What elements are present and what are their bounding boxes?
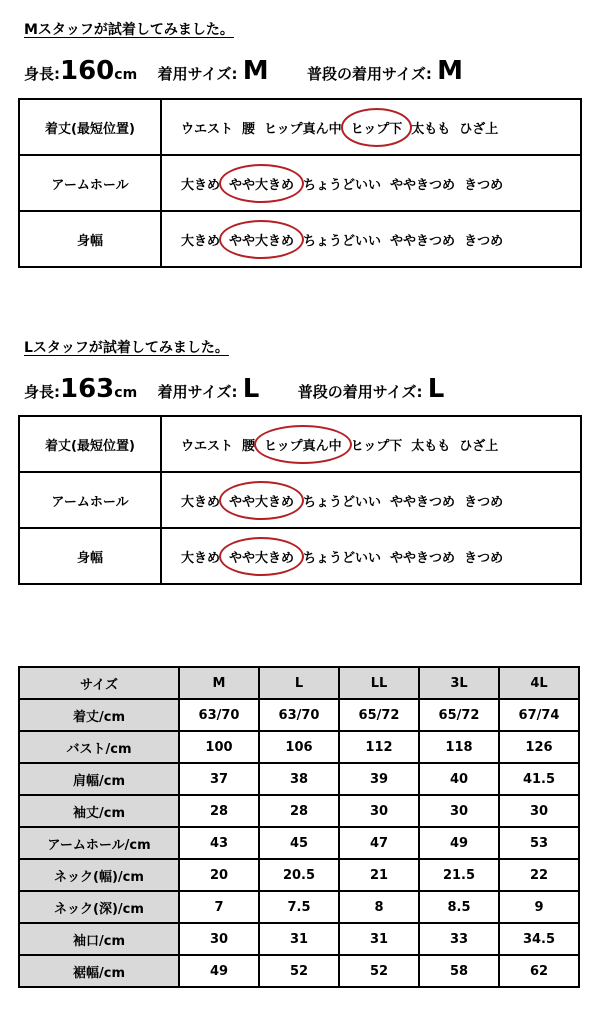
height-label: 身長: <box>24 383 60 401</box>
fit-option: ややきつめ <box>390 233 456 249</box>
fit-options <box>161 155 581 211</box>
fit-option: ちょうどいい <box>303 494 382 510</box>
usual-size-label: 普段の着用サイズ: <box>297 383 423 401</box>
fit-option: ややきつめ <box>390 494 456 510</box>
table-row <box>19 891 579 923</box>
measurement-value: 118 <box>419 731 499 763</box>
measurement-value: 21 <box>339 859 419 891</box>
measurement-value: 49 <box>419 827 499 859</box>
fit-row <box>19 472 581 528</box>
measurement-label: 裾幅/cm <box>19 955 179 987</box>
measurement-value: 65/72 <box>339 699 419 731</box>
measurement-value: 39 <box>339 763 419 795</box>
measurement-label: ネック(幅)/cm <box>19 859 179 891</box>
fit-option: ヒップ真ん中 <box>264 121 342 137</box>
staff-heading: Lスタッフが試着してみました。 <box>24 340 229 356</box>
measurement-value: 28 <box>179 795 259 827</box>
measurement-value: 28 <box>259 795 339 827</box>
fit-option-selected: やや大きめ <box>228 174 295 193</box>
measurement-value: 67/74 <box>499 699 579 731</box>
measurement-value: 38 <box>259 763 339 795</box>
table-row <box>19 699 579 731</box>
fit-option: 太もも <box>411 121 451 137</box>
measurement-value: 52 <box>259 955 339 987</box>
table-row <box>19 795 579 827</box>
measurement-value: 20.5 <box>259 859 339 891</box>
fit-option: きつめ <box>464 494 504 510</box>
measurement-value: 7.5 <box>259 891 339 923</box>
measurement-value: 34.5 <box>499 923 579 955</box>
measurement-label: ネック(深)/cm <box>19 891 179 923</box>
measurement-value: 126 <box>499 731 579 763</box>
table-row <box>19 827 579 859</box>
fit-options <box>161 528 581 584</box>
measurement-value: 7 <box>179 891 259 923</box>
measurement-value: 20 <box>179 859 259 891</box>
fit-option: 大きめ <box>181 550 221 566</box>
measurement-value: 21.5 <box>419 859 499 891</box>
measurement-value: 65/72 <box>419 699 499 731</box>
fit-option-selected: やや大きめ <box>228 230 295 249</box>
measurement-value: 62 <box>499 955 579 987</box>
measurement-value: 9 <box>499 891 579 923</box>
fit-row-label: アームホール <box>19 472 161 528</box>
measurement-value: 41.5 <box>499 763 579 795</box>
fit-row <box>19 211 581 267</box>
size-table-header-row <box>19 667 579 699</box>
fit-option: ウエスト <box>181 121 234 137</box>
height-value: 163 <box>60 374 115 404</box>
table-row <box>19 955 579 987</box>
fit-options <box>161 416 581 472</box>
fit-option: ややきつめ <box>390 550 456 566</box>
fit-row <box>19 528 581 584</box>
fit-row <box>19 99 581 155</box>
size-column-header: LL <box>339 667 419 699</box>
measurement-value: 30 <box>499 795 579 827</box>
fit-option-selected: やや大きめ <box>228 491 295 510</box>
measurement-value: 22 <box>499 859 579 891</box>
fit-option: きつめ <box>464 177 504 193</box>
measurement-value: 30 <box>419 795 499 827</box>
height-unit: cm <box>114 67 138 83</box>
table-row <box>19 763 579 795</box>
fit-option: ちょうどいい <box>303 177 382 193</box>
measurement-value: 47 <box>339 827 419 859</box>
measurement-label: 袖丈/cm <box>19 795 179 827</box>
table-row <box>19 731 579 763</box>
fit-row <box>19 416 581 472</box>
fit-option: ちょうどいい <box>303 550 382 566</box>
fit-option: 腰 <box>242 438 256 454</box>
size-column-header: 3L <box>419 667 499 699</box>
worn-size-value: L <box>242 374 260 404</box>
fit-row <box>19 155 581 211</box>
fit-option: ひざ上 <box>459 438 499 454</box>
measurement-value: 31 <box>259 923 339 955</box>
measurement-label: アームホール/cm <box>19 827 179 859</box>
measurement-label: 肩幅/cm <box>19 763 179 795</box>
measurement-value: 58 <box>419 955 499 987</box>
staff-stats <box>24 374 444 404</box>
measurement-value: 31 <box>339 923 419 955</box>
height-value: 160 <box>60 56 115 86</box>
measurement-value: 8 <box>339 891 419 923</box>
fit-option: ヒップ下 <box>350 438 403 454</box>
fit-option-selected: ヒップ下 <box>350 118 404 137</box>
fit-option: ひざ上 <box>459 121 499 137</box>
size-column-header: 4L <box>499 667 579 699</box>
fit-options <box>161 99 581 155</box>
measurement-label: バスト/cm <box>19 731 179 763</box>
measurement-label: 着丈/cm <box>19 699 179 731</box>
worn-size-label: 着用サイズ: <box>157 65 238 83</box>
fit-option: 大きめ <box>181 177 221 193</box>
fit-row-label: 着丈(最短位置) <box>19 416 161 472</box>
fit-row-label: 身幅 <box>19 528 161 584</box>
usual-size-value: L <box>427 374 445 404</box>
worn-size-label: 着用サイズ: <box>157 383 238 401</box>
measurement-value: 49 <box>179 955 259 987</box>
fit-option-selected: ヒップ真ん中 <box>263 435 343 454</box>
measurement-value: 30 <box>339 795 419 827</box>
fit-option-selected: やや大きめ <box>228 547 295 566</box>
measurement-value: 52 <box>339 955 419 987</box>
measurement-label: 袖口/cm <box>19 923 179 955</box>
fit-table <box>18 415 582 585</box>
size-header-label: サイズ <box>19 667 179 699</box>
height-label: 身長: <box>24 65 60 83</box>
measurement-value: 37 <box>179 763 259 795</box>
staff-heading: Mスタッフが試着してみました。 <box>24 22 234 38</box>
height-unit: cm <box>114 385 138 401</box>
staff-stats <box>24 56 463 86</box>
fit-option: ちょうどいい <box>303 233 382 249</box>
table-row <box>19 923 579 955</box>
fit-option: きつめ <box>464 233 504 249</box>
measurement-value: 43 <box>179 827 259 859</box>
fit-row-label: 着丈(最短位置) <box>19 99 161 155</box>
size-table <box>18 666 580 988</box>
measurement-value: 63/70 <box>179 699 259 731</box>
fit-option: 太もも <box>411 438 451 454</box>
table-row <box>19 859 579 891</box>
usual-size-label: 普段の着用サイズ: <box>307 65 432 83</box>
fit-table <box>18 98 582 268</box>
measurement-value: 33 <box>419 923 499 955</box>
measurement-value: 8.5 <box>419 891 499 923</box>
fit-options <box>161 211 581 267</box>
measurement-value: 40 <box>419 763 499 795</box>
size-column-header: L <box>259 667 339 699</box>
measurement-value: 45 <box>259 827 339 859</box>
measurement-value: 100 <box>179 731 259 763</box>
fit-option: きつめ <box>464 550 504 566</box>
fit-option: 大きめ <box>181 233 221 249</box>
fit-row-label: アームホール <box>19 155 161 211</box>
fit-option: ウエスト <box>181 438 234 454</box>
fit-option: 腰 <box>242 121 256 137</box>
fit-option: 大きめ <box>181 494 221 510</box>
usual-size-value: M <box>437 56 463 86</box>
size-column-header: M <box>179 667 259 699</box>
worn-size-value: M <box>242 56 269 86</box>
measurement-value: 112 <box>339 731 419 763</box>
measurement-value: 63/70 <box>259 699 339 731</box>
fit-options <box>161 472 581 528</box>
measurement-value: 106 <box>259 731 339 763</box>
measurement-value: 30 <box>179 923 259 955</box>
fit-option: ややきつめ <box>390 177 456 193</box>
fit-row-label: 身幅 <box>19 211 161 267</box>
measurement-value: 53 <box>499 827 579 859</box>
